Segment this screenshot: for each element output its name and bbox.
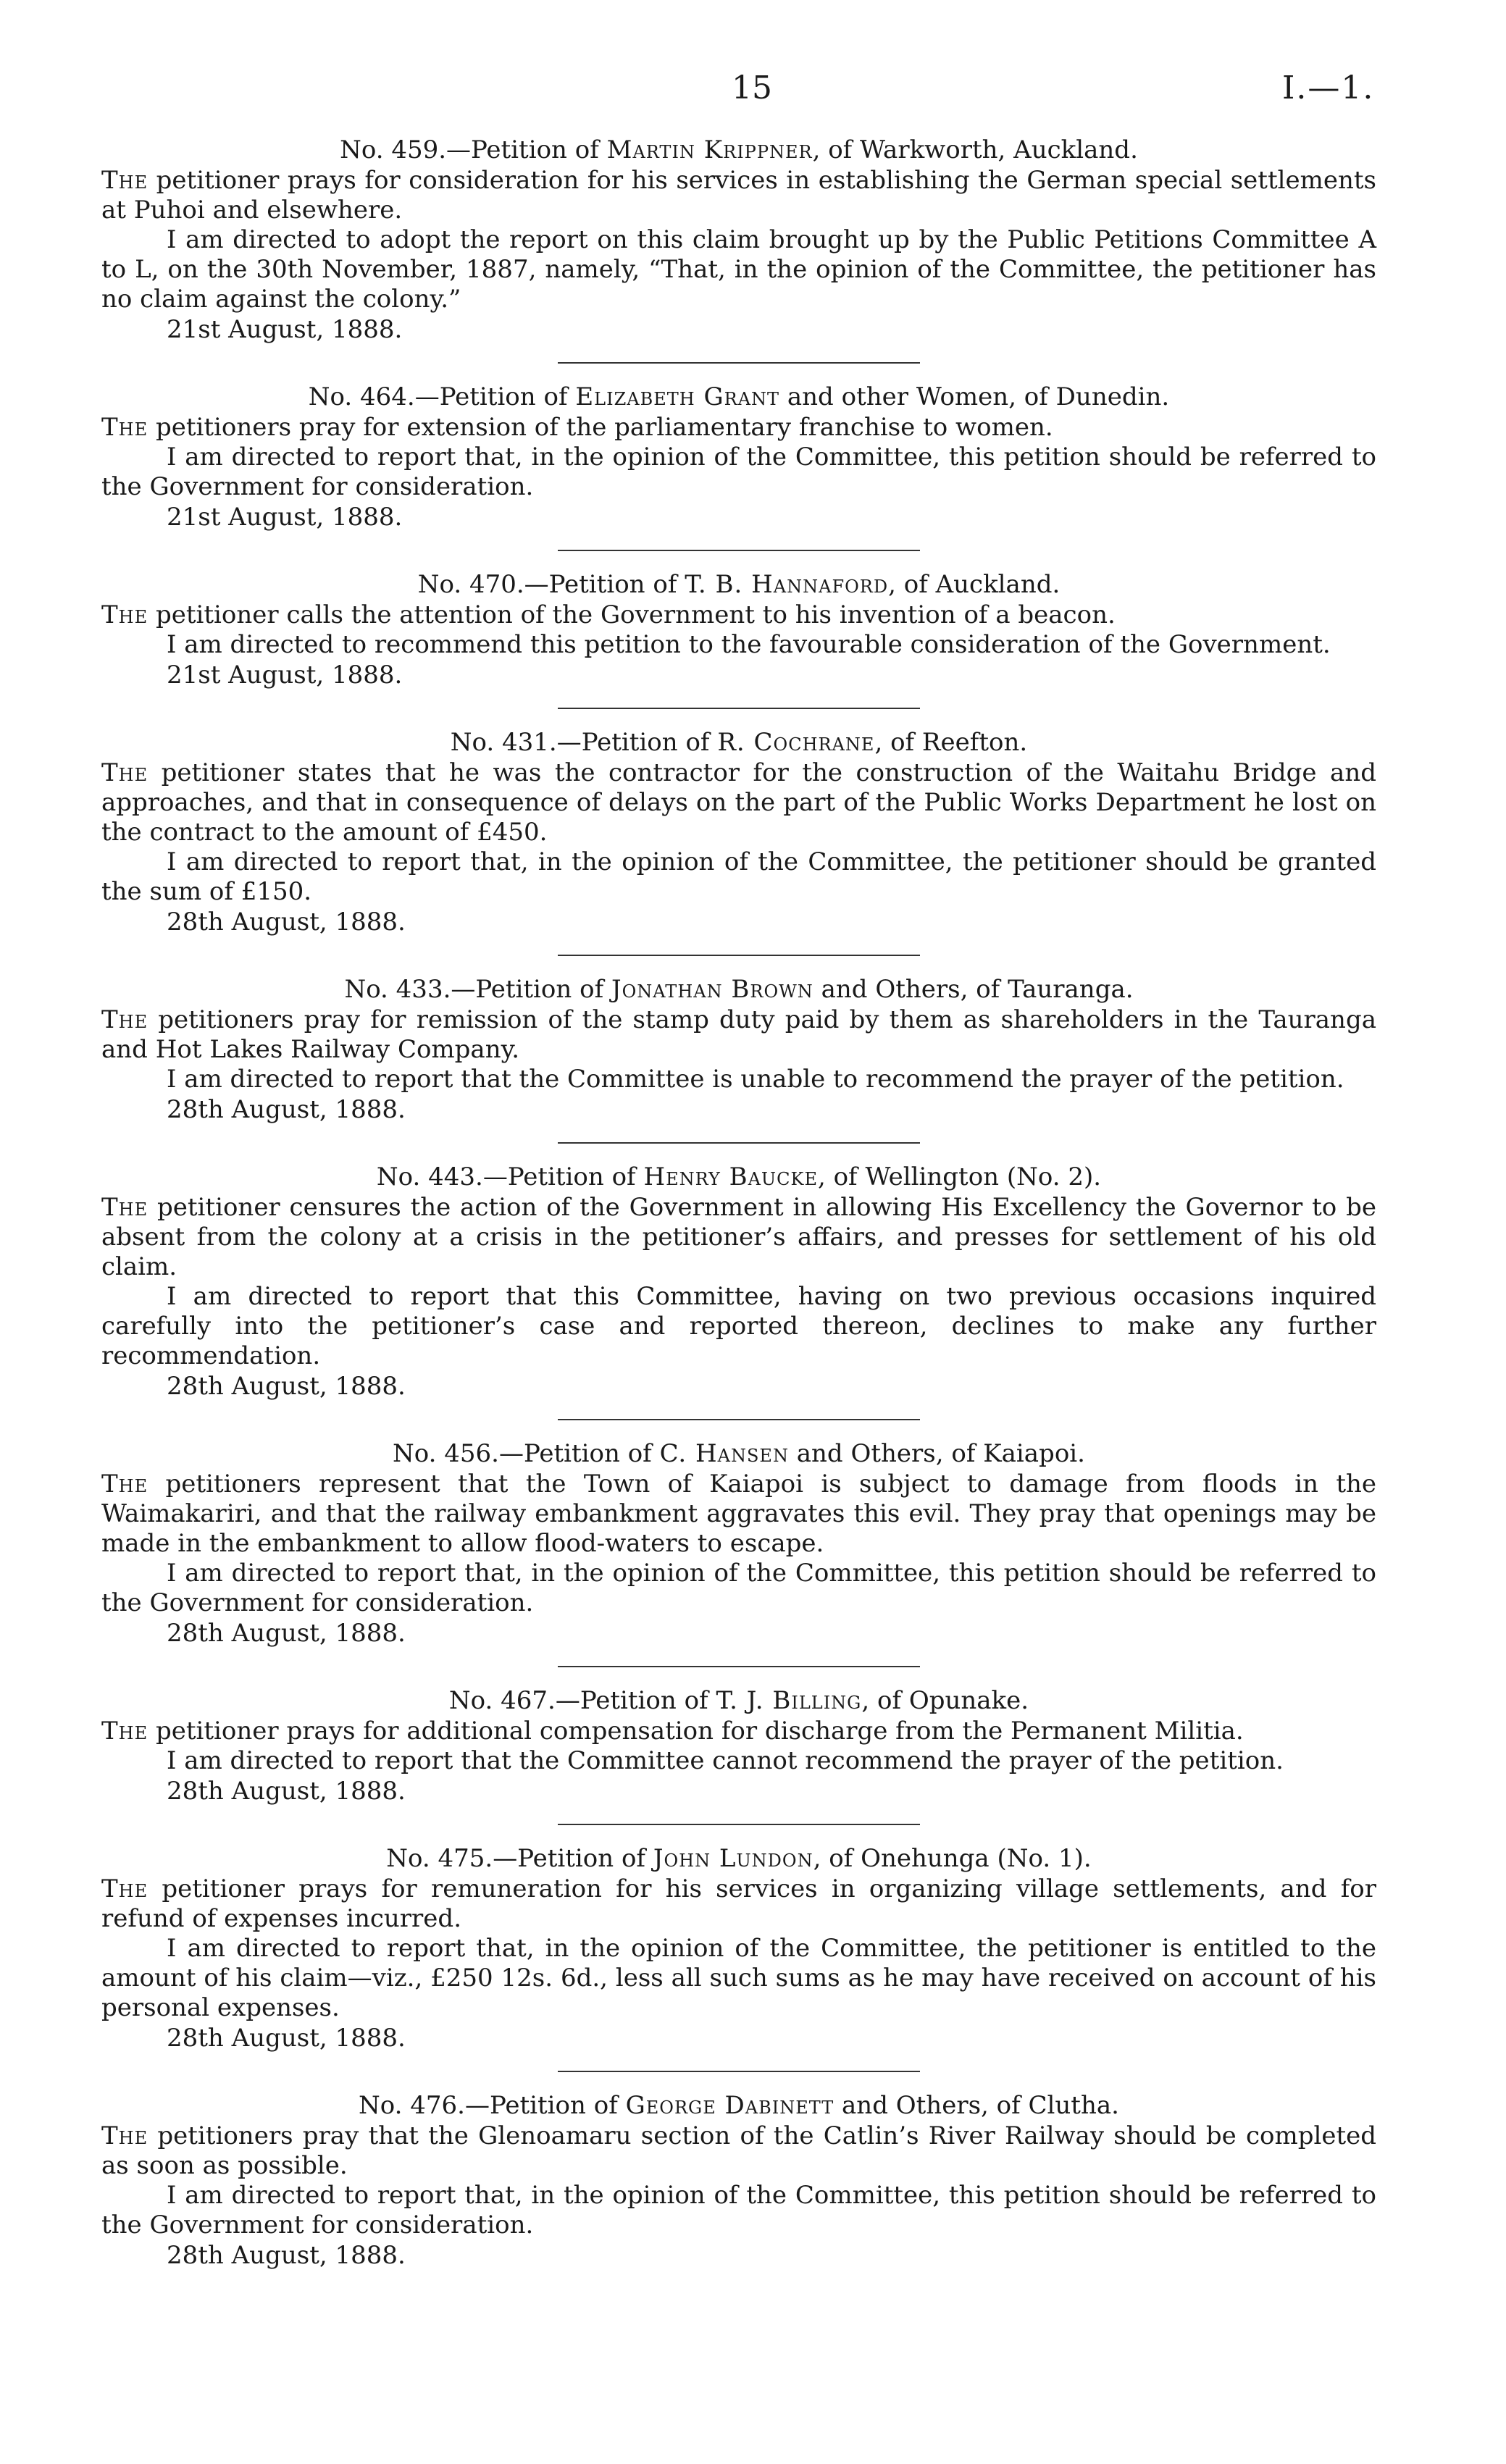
petition-number: No. 433. [344, 975, 451, 1004]
petitioner-name: R. Cochrane [717, 728, 875, 757]
petitioner-name: C. Hansen [659, 1439, 789, 1468]
petition-entry [101, 973, 1376, 1144]
petitioner-name: Elizabeth Grant [575, 382, 780, 411]
petition-entry [101, 1843, 1376, 2072]
report-date: 28th August, 1888. [167, 1777, 406, 1806]
petition-heading: No. 443.—Petition of Henry Baucke, of Wellington (No. 2). [376, 1162, 1102, 1191]
section-divider [558, 1666, 920, 1667]
section-divider [558, 955, 920, 956]
committee-report: I am directed to report that, in the opinion of the Committee, the petitioner is entitled to the amount of his claim—viz., £250 12s. 6d., less all such sums as he may have received on account of his personal expenses. [101, 1934, 1376, 2022]
report-date: 28th August, 1888. [167, 1372, 406, 1401]
petition-prayer: The petitioner calls the attention of the Government to his invention of a beacon. [101, 600, 1116, 629]
petition-prayer: The petitioners pray that the Glenoamaru section of the Catlin’s River Railway should be completed as soon as possible. [101, 2121, 1376, 2180]
petition-prayer: The petitioners represent that the Town of Kaiapoi is subject to damage from floods in the Waimakariri, and that the railway embankment aggravates this evil. They pray that openings may be made in the embankment to allow flood-waters to escape. [101, 1470, 1376, 1558]
petition-entry [101, 381, 1376, 551]
paper-reference: I.—1. [1282, 70, 1375, 106]
petitioner-name: John Lundon [653, 1844, 813, 1873]
petitioner-name: Henry Baucke [643, 1162, 818, 1191]
petition-number: No. 456. [393, 1439, 499, 1468]
petition-entry [101, 569, 1376, 709]
petition-prayer: The petitioner prays for remuneration for his services in organizing village settlements, and for refund of expenses incurred. [101, 1874, 1376, 1933]
section-divider [558, 708, 920, 709]
petitioner-name: Martin Krippner [606, 135, 813, 164]
section-divider [558, 2071, 920, 2072]
petition-entry [101, 726, 1376, 956]
petition-heading: No. 470.—Petition of T. B. Hannaford, of Auckland. [417, 570, 1061, 599]
section-divider [558, 550, 920, 551]
report-date: 28th August, 1888. [167, 1095, 406, 1124]
petition-entry [101, 2090, 1376, 2271]
report-date: 28th August, 1888. [167, 2241, 406, 2270]
petition-number: No. 476. [359, 2091, 465, 2120]
petition-number: No. 459. [340, 135, 447, 164]
petitioner-name: T. J. Billing [716, 1686, 862, 1715]
petitioner-name: Jonathan Brown [611, 975, 813, 1004]
report-date: 28th August, 1888. [167, 2024, 406, 2053]
committee-report: I am directed to report that, in the opinion of the Committee, this petition should be referred to the Government for consideration. [101, 443, 1376, 501]
petitioner-name: George Dabinett [625, 2091, 834, 2120]
petition-number: No. 464. [308, 382, 415, 411]
petition-entry [101, 1161, 1376, 1420]
petition-heading: No. 456.—Petition of C. Hansen and Others, of Kaiapoi. [393, 1439, 1085, 1468]
petition-entry [101, 1685, 1376, 1825]
petition-heading: No. 476.—Petition of George Dabinett and Others, of Clutha. [359, 2091, 1119, 2120]
petitioner-name: T. B. Hannaford [685, 570, 889, 599]
petition-number: No. 475. [386, 1844, 493, 1873]
petition-entry [101, 134, 1376, 364]
committee-report: I am directed to adopt the report on this claim brought up by the Public Petitions Committee A to L, on the 30th November, 1887, namely, “That, in the opinion of the Committee, the petitioner has no claim against the colony.” [101, 225, 1376, 314]
petition-prayer: The petitioners pray for remission of the stamp duty paid by them as shareholders in the Tauranga and Hot Lakes Railway Company. [101, 1005, 1376, 1064]
committee-report: I am directed to report that, in the opinion of the Committee, this petition should be referred to the Government for consideration. [101, 1559, 1376, 1617]
committee-report: I am directed to report that the Committee is unable to recommend the prayer of the petition. [167, 1065, 1344, 1094]
petition-prayer: The petitioners pray for extension of the parliamentary franchise to women. [101, 413, 1053, 442]
committee-report: I am directed to report that this Committee, having on two previous occasions inquired carefully into the petitioner’s case and reported thereon, declines to make any further recommendation. [101, 1282, 1376, 1370]
report-date: 28th August, 1888. [167, 908, 406, 936]
section-divider [558, 1142, 920, 1144]
petition-prayer: The petitioner censures the action of the Government in allowing His Excellency the Governor to be absent from the colony at a crisis in the petitioner’s affairs, and presses for settlement of his old claim. [101, 1193, 1376, 1281]
report-date: 21st August, 1888. [167, 315, 403, 344]
committee-report: I am directed to report that, in the opinion of the Committee, this petition should be referred to the Government for consideration. [101, 2181, 1376, 2239]
page-number: 15 [732, 70, 772, 106]
section-divider [558, 362, 920, 364]
petition-heading: No. 459.—Petition of Martin Krippner, of Warkworth, Auckland. [340, 135, 1138, 164]
section-divider [558, 1824, 920, 1825]
section-divider [558, 1419, 920, 1420]
committee-report: I am directed to recommend this petition to the favourable consideration of the Government. [167, 630, 1331, 659]
report-date: 28th August, 1888. [167, 1619, 406, 1648]
committee-report: I am directed to report that the Committee cannot recommend the prayer of the petition. [167, 1746, 1284, 1775]
petition-entry [101, 1438, 1376, 1667]
petition-heading: No. 433.—Petition of Jonathan Brown and Others, of Tauranga. [344, 975, 1134, 1004]
petition-number: No. 470. [417, 570, 524, 599]
petition-prayer: The petitioner states that he was the contractor for the construction of the Waitahu Bridge and approaches, and that in consequence of delays on the part of the Public Works Department he lost on the contract to the amount of £450. [101, 758, 1376, 847]
petition-heading: No. 475.—Petition of John Lundon, of Onehunga (No. 1). [386, 1844, 1092, 1873]
petition-list [101, 134, 1376, 2271]
petition-number: No. 431. [450, 728, 557, 757]
petition-number: No. 467. [448, 1686, 556, 1715]
report-date: 21st August, 1888. [167, 503, 403, 532]
report-date: 21st August, 1888. [167, 661, 403, 690]
petition-number: No. 443. [376, 1162, 483, 1191]
petition-heading: No. 467.—Petition of T. J. Billing, of Opunake. [448, 1686, 1029, 1715]
petition-prayer: The petitioner prays for consideration for his services in establishing the German special settlements at Puhoi and elsewhere. [101, 166, 1376, 225]
petition-prayer: The petitioner prays for additional compensation for discharge from the Permanent Militia. [101, 1717, 1244, 1746]
committee-report: I am directed to report that, in the opinion of the Committee, the petitioner should be granted the sum of £150. [101, 847, 1376, 906]
petition-heading: No. 431.—Petition of R. Cochrane, of Reefton. [450, 728, 1028, 757]
petition-heading: No. 464.—Petition of Elizabeth Grant and other Women, of Dunedin. [308, 382, 1170, 411]
